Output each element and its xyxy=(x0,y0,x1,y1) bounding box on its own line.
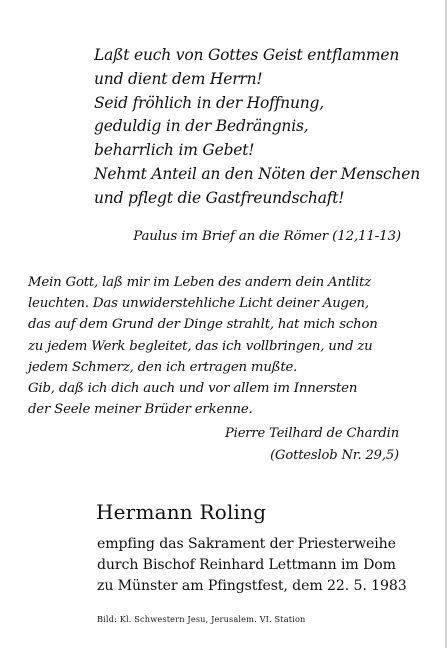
scripture-passage xyxy=(94,44,420,211)
prayer-line: zu jedem Werk begleitet, das ich vollbringen, und zu xyxy=(28,338,373,354)
image-credit: Bild: Kl. Schwestern Jesu, Jerusalem. VI. Station xyxy=(97,614,306,624)
scripture-line: Laßt euch von Gottes Geist entflammen xyxy=(94,46,400,64)
prayer-line: das auf dem Grund der Dinge strahlt, hat mich schon xyxy=(28,317,378,333)
ordination-line: zu Münster am Pfingstfest, dem 22. 5. 1983 xyxy=(97,578,407,594)
prayer-attribution xyxy=(225,423,399,467)
scripture-line: und dient dem Herrn! xyxy=(94,69,263,88)
scripture-line: beharrlich im Gebet! xyxy=(94,141,255,160)
scripture-citation: Paulus im Brief an die Römer (12,11-13) xyxy=(133,229,401,244)
ordination-line: empfing das Sakrament der Priesterweihe xyxy=(97,536,396,552)
prayer-line: Gib, daß ich dich auch und vor allem im Innersten xyxy=(28,381,358,397)
prayer-source: (Gotteslob Nr. 29,5) xyxy=(270,448,399,463)
prayer-text xyxy=(28,272,410,420)
prayer-line: leuchten. Das unwiderstehliche Licht deiner Augen, xyxy=(28,296,369,312)
priest-name: Hermann Roling xyxy=(96,500,267,524)
ordination-line: durch Bischof Reinhard Lettmann im Dom xyxy=(97,557,396,573)
prayer-line: der Seele meiner Brüder erkenne. xyxy=(28,402,253,418)
scripture-line: Seid fröhlich in der Hoffnung, xyxy=(94,93,324,112)
prayer-line: Mein Gott, laß mir im Leben des andern dein Antlitz xyxy=(28,275,372,290)
scripture-line: geduldig in der Bedrängnis, xyxy=(94,117,309,136)
ordination-notice xyxy=(97,534,417,597)
prayer-line: jedem Schmerz, den ich ertragen mußte. xyxy=(28,359,298,375)
scripture-line: und pflegt die Gastfreundschaft! xyxy=(94,188,345,207)
scripture-line: Nehmt Anteil an den Nöten der Menschen xyxy=(94,164,420,183)
prayer-author: Pierre Teilhard de Chardin xyxy=(225,426,399,441)
